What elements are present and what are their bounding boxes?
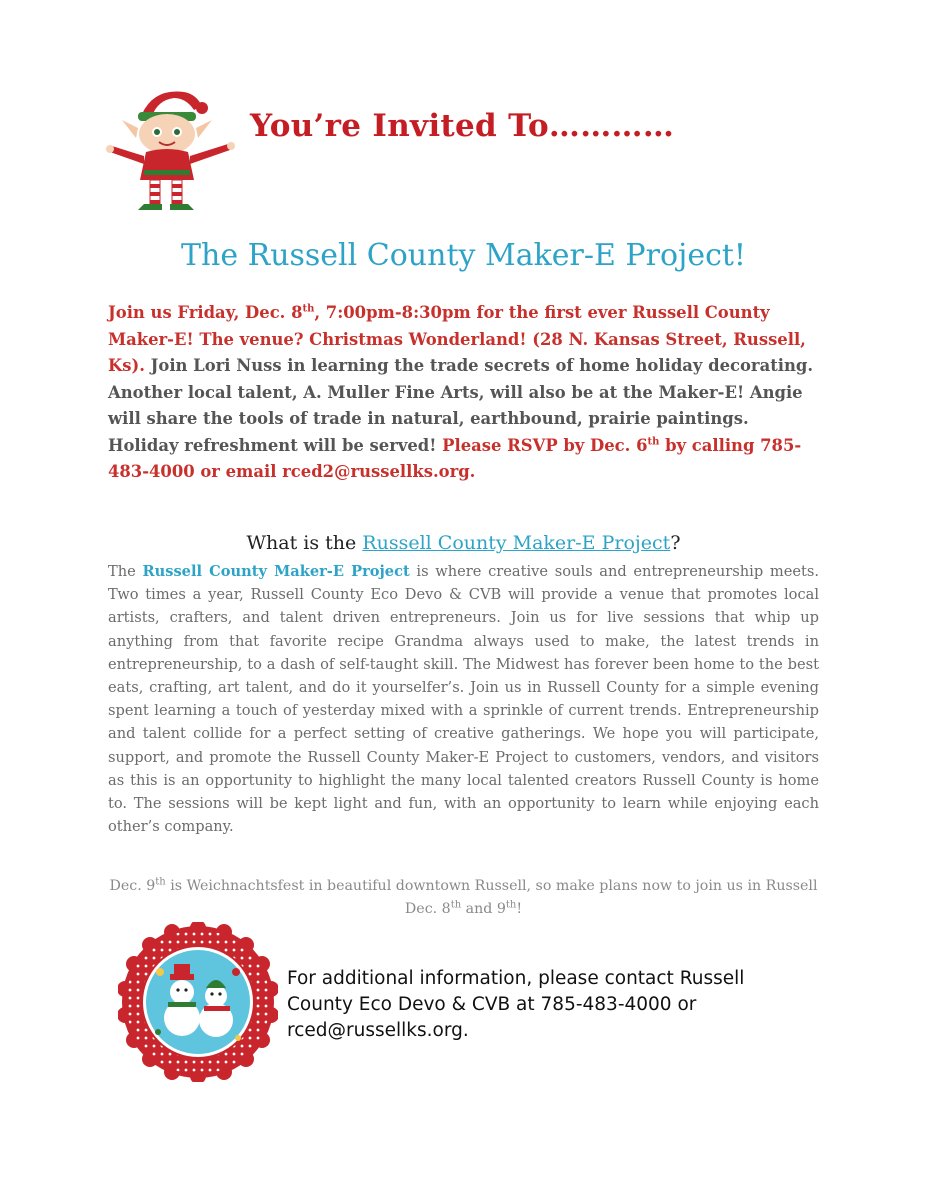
date-ordinal: th bbox=[302, 303, 315, 315]
closing-d: ! bbox=[516, 901, 523, 917]
closing-c-ordinal: th bbox=[505, 899, 517, 911]
about-start: The bbox=[108, 563, 143, 580]
invite-title: You’re Invited To………… bbox=[250, 108, 675, 144]
closing-a: Dec. 9 bbox=[109, 878, 156, 894]
about-body: is where creative souls and entrepreneurship meets. Two times a year, Russell County Eco Devo & CVB will provide a venue that promotes local artists, crafters, and talent driven entrepreneurs. Join us for live sessions that whip up anything from that favorite recipe Grandma always used to make, the latest trends in entrepreneurship, to a dash of self-taught skill. The Midwest has forever been home to the best eats, crafting, art talent, and do it yourselfer’s. Join us in Russell County for a simple evening spent learning a touch of yesterday mixed with a sprinkle of current trends. Entrepreneurship and talent collide for a perfect setting of creative gatherings. We hope you will participate, support, and promote the Russell County Maker-E Project to customers, vendors, and visitors as this is an opportunity to highlight the many local talented creators Russell County is home to. The sessions will be kept light and fun, with an opportunity to learn while enjoying each other’s company. bbox=[108, 563, 819, 836]
about-project-name: Russell County Maker-E Project bbox=[142, 563, 410, 580]
closing-c: and 9 bbox=[461, 901, 506, 917]
event-description-text: Join Lori Nuss in learning the trade secrets of home holiday decorating. Another local talent, A. Muller Fine Arts, will also be at the Maker-E! Angie will share the tools of trade in natural, earthbound, prairie paintings. Holiday refreshment will be served! bbox=[108, 356, 814, 455]
what-is-suffix: ? bbox=[670, 532, 681, 554]
rsvp-contact-text: by calling 785-483-4000 or email rced2@russellks.org. bbox=[108, 435, 802, 481]
closing-note bbox=[108, 875, 819, 921]
rsvp-text: Please RSVP by Dec. 6 bbox=[436, 435, 648, 455]
what-is-prefix: What is the bbox=[246, 532, 363, 554]
event-venue-text: , 7:00pm-8:30pm for the first ever Russell County Maker-E! The venue? Christmas Wonderland! (28 N. Kansas Street, Russell, Ks). bbox=[108, 303, 806, 375]
project-title: The Russell County Maker-E Project! bbox=[180, 238, 746, 273]
rsvp-ordinal: th bbox=[647, 436, 660, 448]
about-paragraph bbox=[108, 560, 819, 838]
project-link[interactable]: Russell County Maker-E Project bbox=[362, 532, 671, 554]
closing-b: is Weichnachtsfest in beautiful downtown Russell, so make plans now to join us in Russell Dec. 8 bbox=[165, 878, 818, 917]
contact-info: For additional information, please contact Russell County Eco Devo & CVB at 785-483-4000 or rced@russellks.org. bbox=[287, 968, 745, 1041]
what-is-heading bbox=[0, 532, 927, 554]
event-date-text: Join us Friday, Dec. 8 bbox=[108, 303, 303, 322]
closing-a-ordinal: th bbox=[155, 876, 166, 888]
elf-illustration bbox=[104, 84, 238, 212]
closing-b-ordinal: th bbox=[450, 899, 462, 911]
snowman-badge-image bbox=[118, 922, 278, 1082]
event-details bbox=[108, 300, 818, 486]
